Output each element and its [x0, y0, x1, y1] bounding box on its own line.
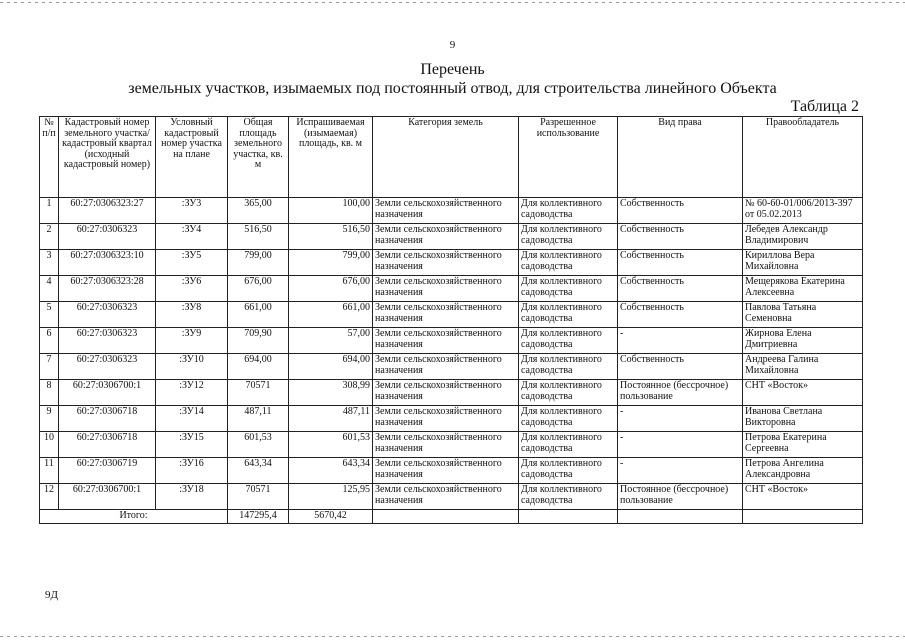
scan-edge-top [0, 2, 905, 3]
cell-total-area: 70571 [228, 484, 289, 510]
document-title: Перечень [420, 61, 485, 78]
header-num: № п/п [40, 117, 59, 198]
cell-permitted-use: Для коллективного садоводства [519, 484, 618, 510]
cell-right-type: - [618, 328, 743, 354]
cell-num: 1 [40, 198, 59, 224]
cell-cadastral: 60:27:0306323 [59, 224, 156, 250]
cell-permitted-use: Для коллективного садоводства [519, 302, 618, 328]
cell-plan-number: :ЗУ14 [156, 406, 228, 432]
cell-total-area: 516,50 [228, 224, 289, 250]
empty-cell [743, 510, 863, 524]
cell-land-category: Земли сельскохозяйственного назначения [373, 432, 519, 458]
cell-requested-area: 661,00 [289, 302, 373, 328]
cell-permitted-use: Для коллективного садоводства [519, 354, 618, 380]
cell-requested-area: 694,00 [289, 354, 373, 380]
cell-cadastral: 60:27:0306718 [59, 406, 156, 432]
header-land-category: Категория земель [373, 117, 519, 198]
cell-num: 3 [40, 250, 59, 276]
cell-right-holder: Мещерякова Екатерина Алексеевна [743, 276, 863, 302]
cell-right-type: - [618, 432, 743, 458]
cell-cadastral: 60:27:0306700:1 [59, 380, 156, 406]
cell-num: 12 [40, 484, 59, 510]
cell-total-area: 643,34 [228, 458, 289, 484]
cell-right-type: Собственность [618, 354, 743, 380]
cell-right-type: Собственность [618, 224, 743, 250]
total-label: Итого: [40, 510, 228, 524]
cell-permitted-use: Для коллективного садоводства [519, 250, 618, 276]
cell-right-type: Собственность [618, 198, 743, 224]
cell-total-area: 365,00 [228, 198, 289, 224]
requested-area-sum: 5670,42 [289, 510, 373, 524]
cell-land-category: Земли сельскохозяйственного назначения [373, 458, 519, 484]
cell-right-holder: Петрова Ангелина Александровна [743, 458, 863, 484]
cell-right-type: Собственность [618, 250, 743, 276]
cell-permitted-use: Для коллективного садоводства [519, 276, 618, 302]
cell-right-holder: Андреева Галина Михайловна [743, 354, 863, 380]
land-plots-table [39, 116, 863, 524]
cell-permitted-use: Для коллективного садоводства [519, 198, 618, 224]
table-row [40, 302, 863, 328]
table-row [40, 484, 863, 510]
cell-plan-number: :ЗУ12 [156, 380, 228, 406]
table-row [40, 250, 863, 276]
cell-requested-area: 308,99 [289, 380, 373, 406]
cell-plan-number: :ЗУ15 [156, 432, 228, 458]
cell-land-category: Земли сельскохозяйственного назначения [373, 328, 519, 354]
cell-right-holder: Лебедев Александр Владимирович [743, 224, 863, 250]
document-subtitle: земельных участков, изымаемых под постоянный отвод, для строительства линейного Объекта [128, 80, 777, 97]
cell-num: 8 [40, 380, 59, 406]
header-right-holder: Правообладатель [743, 117, 863, 198]
cell-permitted-use: Для коллективного садоводства [519, 380, 618, 406]
cell-permitted-use: Для коллективного садоводства [519, 458, 618, 484]
cell-plan-number: :ЗУ5 [156, 250, 228, 276]
cell-land-category: Земли сельскохозяйственного назначения [373, 198, 519, 224]
cell-land-category: Земли сельскохозяйственного назначения [373, 354, 519, 380]
cell-permitted-use: Для коллективного садоводства [519, 406, 618, 432]
cell-right-type: Собственность [618, 276, 743, 302]
cell-num: 7 [40, 354, 59, 380]
cell-right-holder: Иванова Светлана Викторовна [743, 406, 863, 432]
cell-permitted-use: Для коллективного садоводства [519, 328, 618, 354]
cell-num: 9 [40, 406, 59, 432]
cell-plan-number: :ЗУ10 [156, 354, 228, 380]
cell-total-area: 661,00 [228, 302, 289, 328]
cell-land-category: Земли сельскохозяйственного назначения [373, 224, 519, 250]
cell-right-type: Постоянное (бессрочное) пользование [618, 484, 743, 510]
header-plan-number: Условный кадастровый номер участка на плане [156, 117, 228, 198]
cell-right-holder: Петрова Екатерина Сергеевна [743, 432, 863, 458]
table-row [40, 328, 863, 354]
cell-permitted-use: Для коллективного садоводства [519, 224, 618, 250]
cell-plan-number: :ЗУ8 [156, 302, 228, 328]
table-row [40, 354, 863, 380]
table-total-row [40, 510, 863, 524]
table-header-row [40, 117, 863, 198]
cell-land-category: Земли сельскохозяйственного назначения [373, 302, 519, 328]
cell-cadastral: 60:27:0306323 [59, 354, 156, 380]
cell-right-type: - [618, 406, 743, 432]
empty-cell [519, 510, 618, 524]
cell-requested-area: 643,34 [289, 458, 373, 484]
table-label: Таблица 2 [790, 98, 859, 115]
cell-plan-number: :ЗУ9 [156, 328, 228, 354]
cell-plan-number: :ЗУ3 [156, 198, 228, 224]
cell-total-area: 70571 [228, 380, 289, 406]
cell-num: 4 [40, 276, 59, 302]
cell-cadastral: 60:27:0306323:27 [59, 198, 156, 224]
cell-land-category: Земли сельскохозяйственного назначения [373, 484, 519, 510]
cell-right-holder: № 60-60-01/006/2013-397 от 05.02.2013 [743, 198, 863, 224]
cell-land-category: Земли сельскохозяйственного назначения [373, 276, 519, 302]
table-row [40, 406, 863, 432]
header-requested-area: Испрашиваемая (изымаемая) площадь, кв. м [289, 117, 373, 198]
cell-num: 11 [40, 458, 59, 484]
cell-plan-number: :ЗУ18 [156, 484, 228, 510]
cell-cadastral: 60:27:0306323:28 [59, 276, 156, 302]
cell-num: 6 [40, 328, 59, 354]
cell-cadastral: 60:27:0306700:1 [59, 484, 156, 510]
cell-right-type: Постоянное (бессрочное) пользование [618, 380, 743, 406]
cell-total-area: 799,00 [228, 250, 289, 276]
cell-cadastral: 60:27:0306719 [59, 458, 156, 484]
cell-num: 5 [40, 302, 59, 328]
total-area-sum: 147295,4 [228, 510, 289, 524]
table-row [40, 198, 863, 224]
cell-total-area: 709,90 [228, 328, 289, 354]
header-total-area: Общая площадь земельного участка, кв. м [228, 117, 289, 198]
cell-right-holder: СНТ «Восток» [743, 380, 863, 406]
cell-num: 10 [40, 432, 59, 458]
cell-plan-number: :ЗУ4 [156, 224, 228, 250]
cell-cadastral: 60:27:0306323 [59, 328, 156, 354]
cell-plan-number: :ЗУ16 [156, 458, 228, 484]
cell-plan-number: :ЗУ6 [156, 276, 228, 302]
table-row [40, 432, 863, 458]
cell-permitted-use: Для коллективного садоводства [519, 432, 618, 458]
cell-right-holder: Павлова Татьяна Семеновна [743, 302, 863, 328]
cell-requested-area: 100,00 [289, 198, 373, 224]
cell-right-holder: СНТ «Восток» [743, 484, 863, 510]
cell-requested-area: 676,00 [289, 276, 373, 302]
header-right-type: Вид права [618, 117, 743, 198]
empty-cell [373, 510, 519, 524]
cell-cadastral: 60:27:0306323:10 [59, 250, 156, 276]
cell-cadastral: 60:27:0306323 [59, 302, 156, 328]
cell-requested-area: 487,11 [289, 406, 373, 432]
cell-total-area: 487,11 [228, 406, 289, 432]
cell-requested-area: 125,95 [289, 484, 373, 510]
cell-requested-area: 601,53 [289, 432, 373, 458]
footer-code: 9Д [45, 589, 59, 601]
cell-total-area: 601,53 [228, 432, 289, 458]
cell-land-category: Земли сельскохозяйственного назначения [373, 406, 519, 432]
page-number: 9 [449, 39, 456, 51]
table-row [40, 458, 863, 484]
cell-cadastral: 60:27:0306718 [59, 432, 156, 458]
cell-right-type: Собственность [618, 302, 743, 328]
table-row [40, 276, 863, 302]
table-row [40, 380, 863, 406]
header-cadastral: Кадастровый номер земельного участка/ кадастровый квартал (исходный кадастровый номер) [59, 117, 156, 198]
cell-right-holder: Жирнова Елена Дмитриевна [743, 328, 863, 354]
cell-requested-area: 799,00 [289, 250, 373, 276]
scan-edge-bottom [0, 636, 905, 637]
cell-num: 2 [40, 224, 59, 250]
cell-right-type: - [618, 458, 743, 484]
cell-right-holder: Кириллова Вера Михайловна [743, 250, 863, 276]
cell-requested-area: 516,50 [289, 224, 373, 250]
cell-requested-area: 57,00 [289, 328, 373, 354]
cell-land-category: Земли сельскохозяйственного назначения [373, 380, 519, 406]
empty-cell [618, 510, 743, 524]
cell-land-category: Земли сельскохозяйственного назначения [373, 250, 519, 276]
header-permitted-use: Разрешенное использование [519, 117, 618, 198]
table-row [40, 224, 863, 250]
cell-total-area: 676,00 [228, 276, 289, 302]
cell-total-area: 694,00 [228, 354, 289, 380]
